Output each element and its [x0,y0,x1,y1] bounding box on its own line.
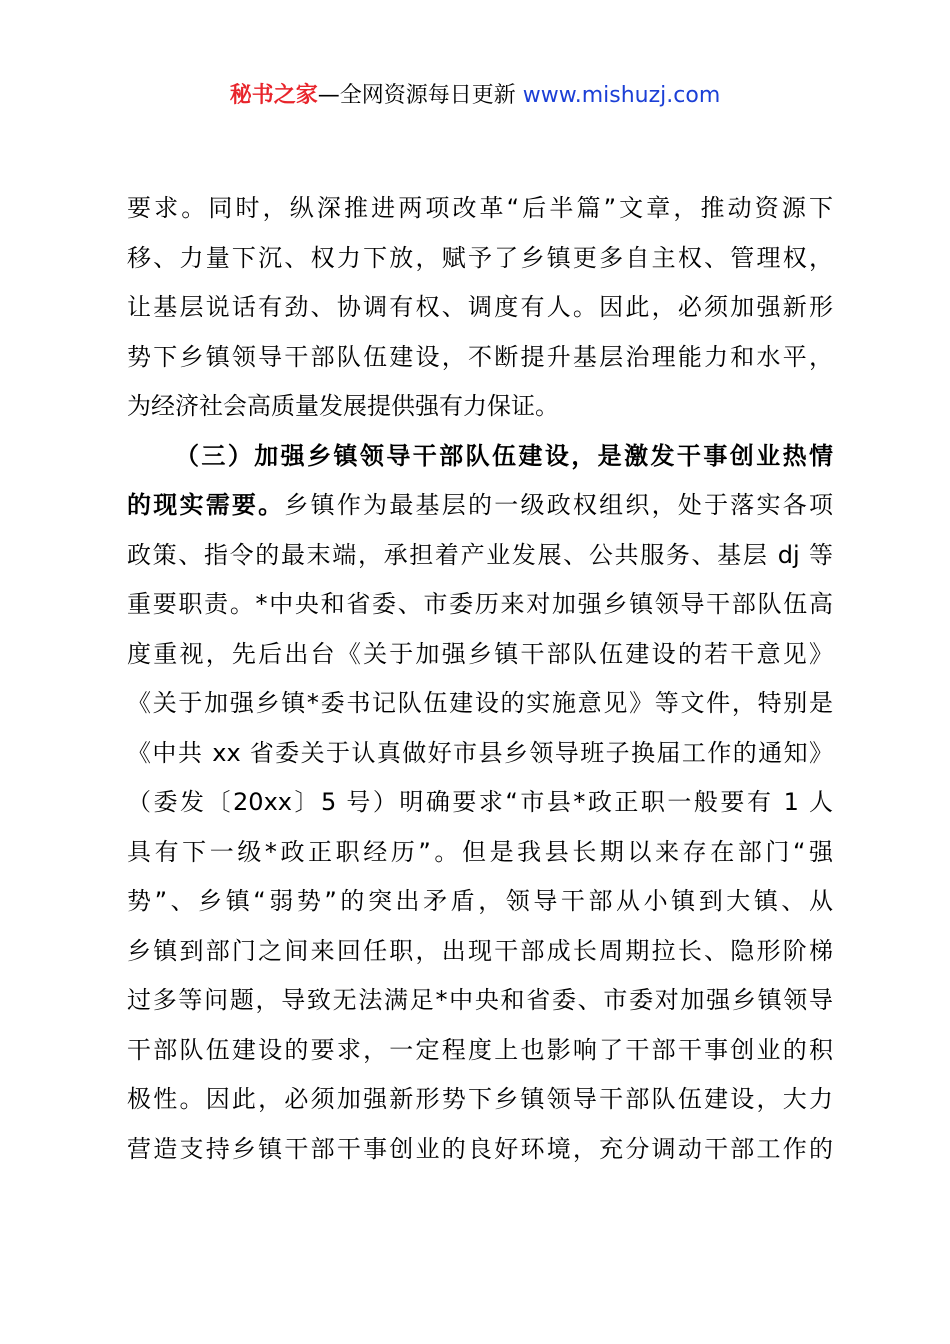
body-line: 过多等问题，导致无法满足*中央和省委、市委对加强乡镇领导 [127,986,833,1014]
body-line: 乡镇到部门之间来回任职，出现干部成长周期拉长、隐形阶梯 [127,936,833,965]
body-line: 干部队伍建设的要求，一定程度上也影响了干部干事创业的积 [127,1035,833,1064]
body-line: 《中共 xx 省委关于认真做好市县乡领导班子换届工作的通知》 [127,738,833,767]
section-heading-end: 的现实需要。 [127,491,285,519]
body-line: 移、力量下沉、权力下放，赋予了乡镇更多自主权、管理权， [127,243,833,272]
body-line: 具有下一级*政正职经历”。但是我县长期以来存在部门“强 [127,837,833,866]
body-line: 度重视，先后出台《关于加强乡镇干部队伍建设的若干意见》 [127,639,833,668]
body-line: 营造支持乡镇干部干事创业的良好环境，充分调动干部工作的 [127,1134,833,1163]
section-heading: （三）加强乡镇领导干部队伍建设，是激发干事创业热情 [175,441,833,470]
body-line: 势下乡镇领导干部队伍建设，不断提升基层治理能力和水平， [127,342,833,371]
body-line: 要求。同时，纵深推进两项改革“后半篇”文章，推动资源下 [127,194,833,222]
site-url-link[interactable]: www.mishuzj.com [522,83,721,108]
body-line: 让基层说话有劲、协调有权、调度有人。因此，必须加强新形 [127,293,833,321]
body-line: 势”、乡镇“弱势”的突出矛盾，领导干部从小镇到大镇、从 [127,887,833,915]
body-line: 《关于加强乡镇*委书记队伍建设的实施意见》等文件，特别是 [127,689,833,717]
site-tagline: —全网资源每日更新 [317,83,516,108]
document-body [127,184,833,1174]
body-line: 为经济社会高质量发展提供强有力保证。 [127,392,559,420]
site-header [0,82,950,110]
body-line: （委发〔20xx〕5 号）明确要求“市县*政正职一般要有 1 人 [127,788,833,816]
site-brand: 秘书之家 [229,83,318,108]
body-line: 极性。因此，必须加强新形势下乡镇领导干部队伍建设，大力 [127,1085,833,1113]
body-line: 重要职责。*中央和省委、市委历来对加强乡镇领导干部队伍高 [127,590,833,618]
body-line: 政策、指令的最末端，承担着产业发展、公共服务、基层 dj 等 [127,540,833,569]
body-line [127,481,833,531]
body-line-text: 乡镇作为最基层的一级政权组织，处于落实各项 [284,491,834,519]
